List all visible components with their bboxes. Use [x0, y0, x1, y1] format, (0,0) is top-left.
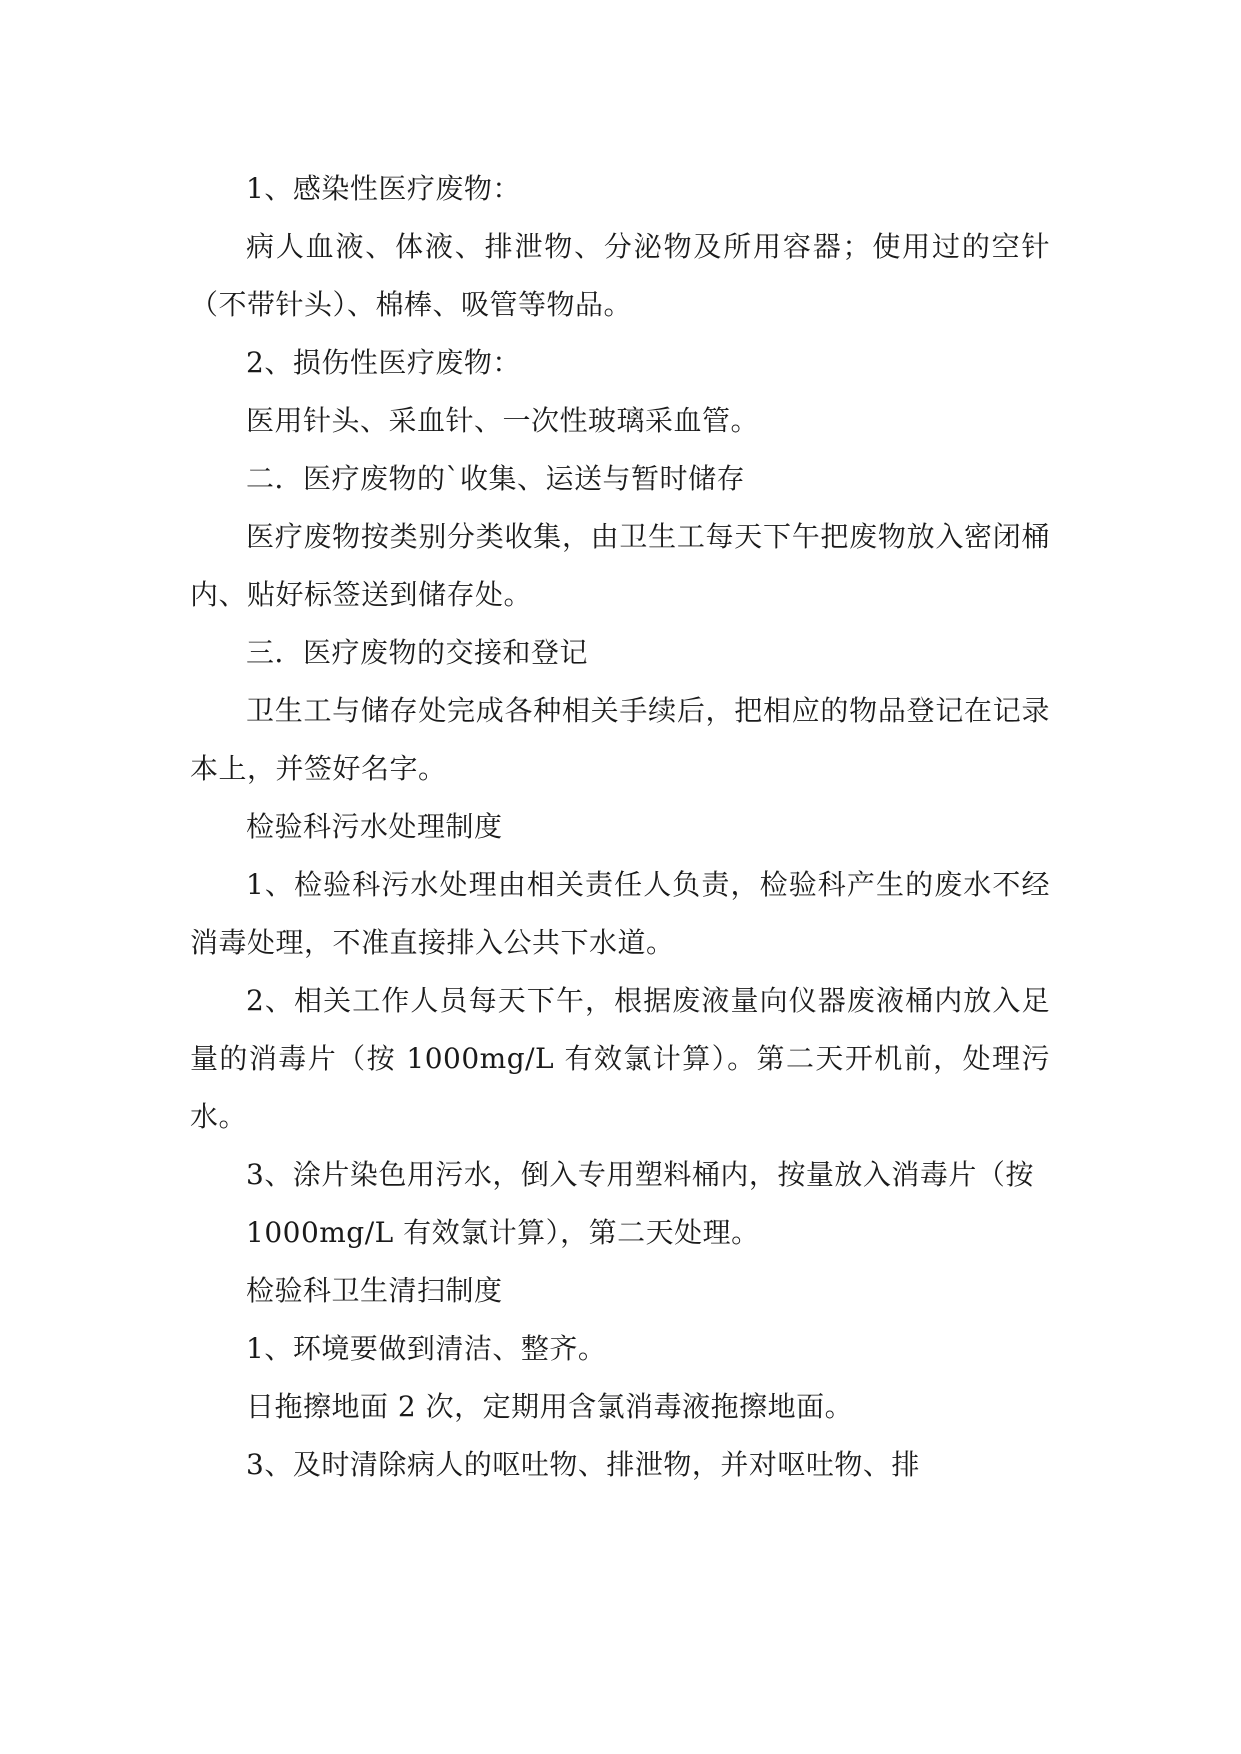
paragraph-handover: 卫生工与储存处完成各种相关手续后，把相应的物品登记在记录本上，并签好名字。 — [190, 694, 1050, 785]
paragraph-sharps-waste-heading: 2、损伤性医疗废物： — [246, 346, 521, 379]
paragraph-collection: 医疗废物按类别分类收集，由卫生工每天下午把废物放入密闭桶内、贴好标签送到储存处。 — [190, 520, 1050, 611]
paragraph-infectious-waste-items: 病人血液、体液、排泄物、分泌物及所用容器；使用过的空针（不带针头）、棉棒、吸管等物品。 — [190, 230, 1050, 321]
paragraph-cleaning-1: 1、环境要做到清洁、整齐。 — [246, 1332, 607, 1365]
paragraph-sewage-2: 2、相关工作人员每天下午，根据废液量向仪器废液桶内放入足量的消毒片（按 1000mg/L 有效氯计算）。第二天开机前，处理污水。 — [190, 984, 1050, 1133]
section-heading-sewage: 检验科污水处理制度 — [246, 810, 503, 843]
paragraph-sewage-3: 3、涂片染色用污水，倒入专用塑料桶内，按量放入消毒片（按 — [246, 1158, 1034, 1191]
paragraph-sewage-3-continued: 1000mg/L 有效氯计算），第二天处理。 — [246, 1216, 760, 1249]
section-heading-handover: 三．医疗废物的交接和登记 — [246, 636, 589, 669]
document-body — [190, 160, 1050, 1494]
paragraph-cleaning-3: 3、及时清除病人的呕吐物、排泄物，并对呕吐物、排 — [246, 1448, 920, 1481]
section-heading-cleaning: 检验科卫生清扫制度 — [246, 1274, 503, 1307]
paragraph-sewage-1: 1、检验科污水处理由相关责任人负责，检验科产生的废水不经消毒处理，不准直接排入公共下水道。 — [190, 868, 1050, 959]
section-heading-collection: 二．医疗废物的`收集、运送与暂时储存 — [246, 462, 746, 495]
paragraph-cleaning-2: 日拖擦地面 2 次，定期用含氯消毒液拖擦地面。 — [246, 1390, 854, 1423]
paragraph-infectious-waste-heading: 1、感染性医疗废物： — [246, 172, 521, 205]
paragraph-sharps-waste-items: 医用针头、采血针、一次性玻璃采血管。 — [246, 404, 760, 437]
